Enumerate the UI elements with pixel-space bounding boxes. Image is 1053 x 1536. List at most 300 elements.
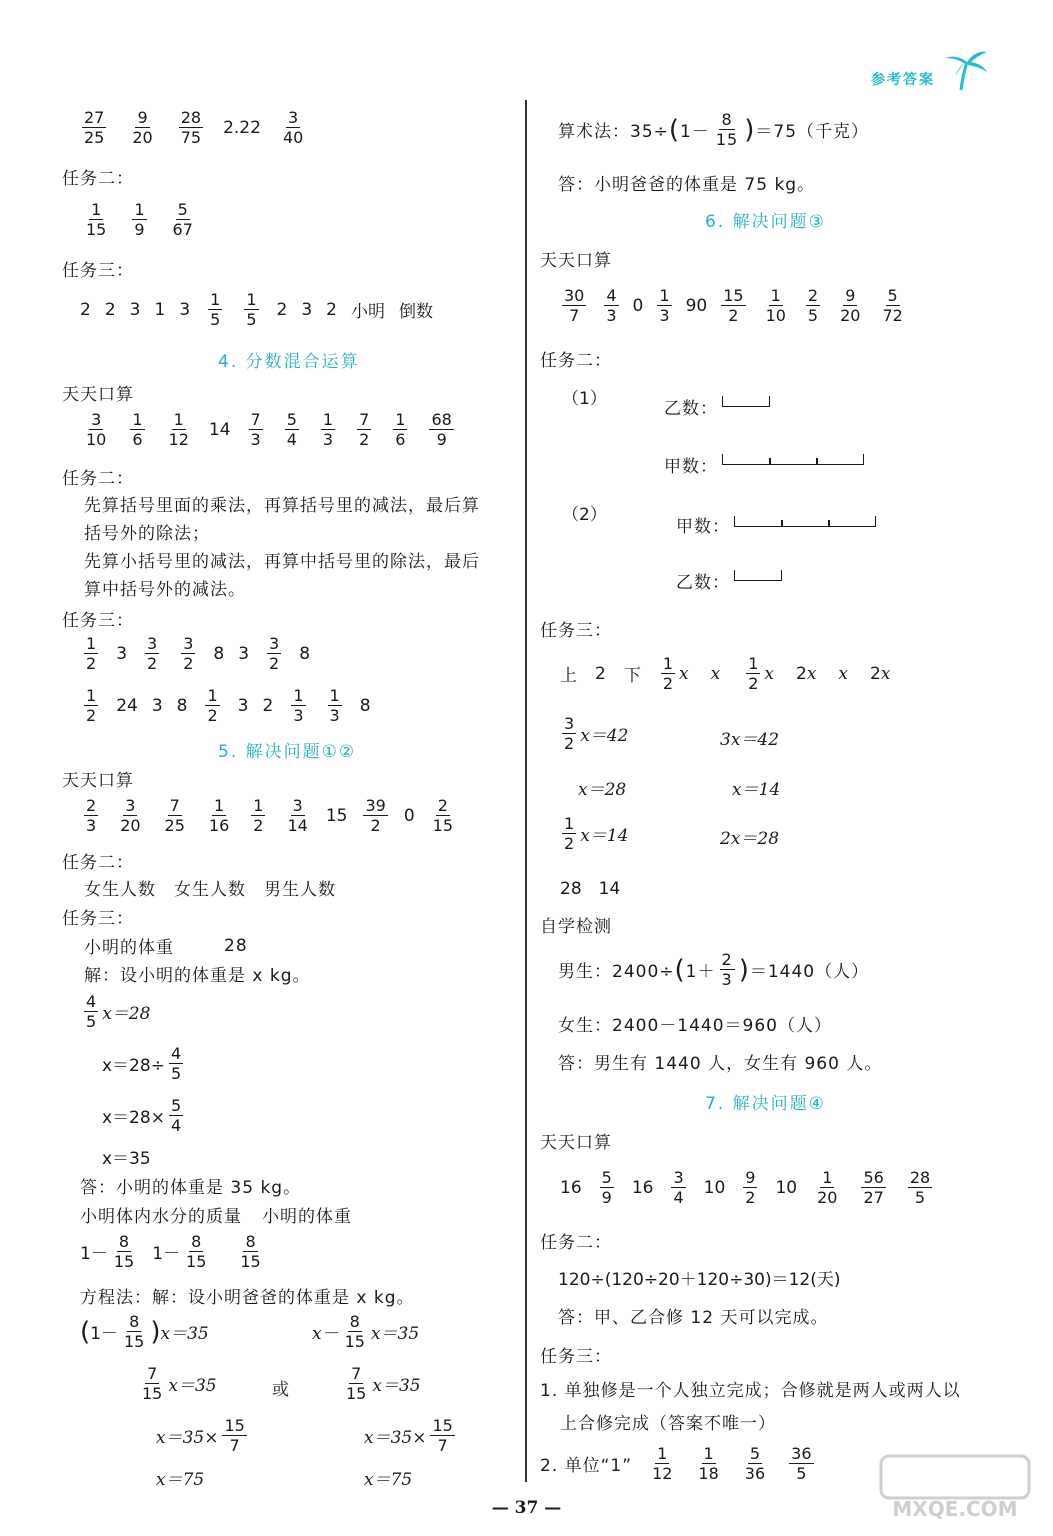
denominator: 2 bbox=[147, 654, 158, 673]
numerator: 1 bbox=[662, 654, 674, 673]
solution-line: 算术法：35÷ ( 1－ $\frac{8}{15}$ ) ＝75（千克） bbox=[558, 110, 870, 149]
fraction bbox=[167, 410, 191, 449]
fraction bbox=[600, 1168, 614, 1207]
oral-heading: 天天口算 bbox=[540, 251, 612, 271]
section-title: 4. 分数混合运算 bbox=[218, 352, 360, 372]
equation-text: x＝28× bbox=[102, 1108, 165, 1128]
fraction bbox=[746, 654, 760, 693]
fraction bbox=[112, 1232, 136, 1271]
equation-text: x＝35× bbox=[364, 1428, 427, 1448]
fraction bbox=[285, 410, 299, 449]
denominator: 20 bbox=[120, 816, 141, 835]
header-label: 参考答案 bbox=[871, 72, 935, 88]
paragraph-line: 上合修完成（答案不唯一） bbox=[560, 1414, 776, 1434]
fraction bbox=[84, 992, 98, 1031]
numerator: 27 bbox=[84, 108, 105, 127]
numerator: 36 bbox=[791, 1444, 812, 1463]
answer-item: 3 bbox=[179, 299, 191, 320]
answer-item: 倒数 bbox=[399, 302, 433, 322]
denominator: 3 bbox=[293, 706, 304, 725]
numerator: 5 bbox=[601, 1168, 612, 1187]
part-label: （1） bbox=[562, 389, 607, 409]
numerator: 1 bbox=[173, 410, 184, 429]
numerator: 1 bbox=[703, 1444, 714, 1463]
denominator: 7 bbox=[229, 1436, 240, 1455]
numerator: 1 bbox=[210, 290, 221, 309]
answer-row: 上 2 下 $\frac{1}{2}$ x x $\frac{1}{2}$ x 2 x x 2 x bbox=[560, 654, 891, 693]
numerator: 8 bbox=[129, 1312, 140, 1331]
denominator: 2 bbox=[745, 1188, 756, 1207]
answer-item: 10 bbox=[775, 1177, 798, 1198]
task-heading: 任务二： bbox=[62, 169, 134, 189]
answer-item: 3 bbox=[116, 643, 128, 664]
equation-text: ＝75（千克） bbox=[755, 122, 870, 142]
fraction bbox=[285, 796, 309, 835]
fraction bbox=[244, 290, 258, 329]
fraction bbox=[789, 1444, 813, 1483]
denominator: 2 bbox=[748, 674, 759, 693]
numerator: 5 bbox=[286, 410, 297, 429]
denominator: 12 bbox=[168, 430, 189, 449]
denominator: 5 bbox=[170, 1064, 182, 1083]
equation bbox=[364, 1416, 459, 1455]
denominator: 15 bbox=[715, 130, 739, 149]
answer-item: 8 bbox=[299, 643, 311, 664]
answer-item: 2 bbox=[262, 695, 274, 716]
segment-bar-yi bbox=[734, 570, 782, 581]
equation-text: x＝35 bbox=[168, 1376, 217, 1396]
denominator: 20 bbox=[817, 1188, 838, 1207]
fraction bbox=[671, 1168, 685, 1207]
fraction bbox=[908, 1168, 932, 1207]
numerator: 8 bbox=[245, 1232, 256, 1251]
equation bbox=[558, 714, 628, 753]
equation bbox=[312, 1312, 419, 1351]
section-title: 6. 解决问题③ bbox=[705, 212, 826, 232]
numerator: 1 bbox=[395, 410, 406, 429]
fraction bbox=[181, 634, 195, 673]
paragraph-line: 先算小括号里的减法，再算中括号里的除法，最后 bbox=[84, 552, 480, 572]
denominator: 10 bbox=[86, 430, 107, 449]
solution-line: 男生：2400÷ ( 1＋ $\frac{2}{3}$ ) ＝1440（人） bbox=[558, 950, 870, 989]
equation bbox=[340, 1364, 421, 1403]
equation-text: ＝1440（人） bbox=[749, 962, 870, 982]
denominator: 9 bbox=[134, 220, 145, 239]
denominator: 2 bbox=[253, 816, 264, 835]
denominator: 2 bbox=[86, 706, 97, 725]
denominator: 5 bbox=[86, 1012, 97, 1031]
denominator: 15 bbox=[123, 1332, 145, 1351]
denominator: 15 bbox=[142, 1384, 163, 1403]
denominator: 75 bbox=[180, 128, 202, 147]
section-title: 5. 解决问题①② bbox=[218, 742, 357, 762]
fraction bbox=[132, 200, 146, 239]
fraction bbox=[650, 1444, 674, 1483]
numerator: 1 bbox=[564, 814, 575, 833]
segment-bar-yi bbox=[722, 396, 770, 407]
answer-item: 15 bbox=[325, 805, 348, 826]
denominator: 15 bbox=[186, 1252, 207, 1271]
answer-item: 1 bbox=[154, 299, 166, 320]
fraction bbox=[363, 796, 387, 835]
label-text: 小明的体重 bbox=[262, 1207, 352, 1227]
denominator: 5 bbox=[210, 310, 221, 329]
diagram-label: 乙数： bbox=[676, 573, 730, 593]
denominator: 6 bbox=[395, 430, 406, 449]
denominator: 3 bbox=[86, 816, 97, 835]
denominator: 15 bbox=[344, 1332, 365, 1351]
answer-text: 答：小明爸爸的体重是 75 kg。 bbox=[558, 175, 816, 195]
numerator: 1 bbox=[86, 686, 97, 705]
task-heading: 任务二： bbox=[540, 351, 612, 371]
fraction bbox=[357, 410, 371, 449]
denominator: 3 bbox=[250, 430, 261, 449]
denominator: 3 bbox=[606, 306, 617, 325]
numerator: 8 bbox=[721, 110, 733, 129]
numerator: 4 bbox=[86, 992, 97, 1011]
answer-item: 16 bbox=[631, 1177, 654, 1198]
section-heading: 自学检测 bbox=[540, 917, 612, 937]
numerator: 9 bbox=[845, 286, 856, 305]
numerator: 3 bbox=[673, 1168, 684, 1187]
fraction bbox=[249, 410, 263, 449]
fraction bbox=[84, 200, 108, 239]
fraction bbox=[145, 634, 159, 673]
diagram-label: 甲数： bbox=[676, 517, 730, 537]
solution-line: 女生：2400－1440＝960（人） bbox=[558, 1016, 832, 1036]
fraction bbox=[661, 654, 675, 693]
fraction bbox=[84, 410, 108, 449]
answer-text: 答：男生有 1440 人，女生有 960 人。 bbox=[558, 1054, 883, 1074]
numerator: 7 bbox=[147, 1364, 158, 1383]
denominator: 15 bbox=[432, 816, 453, 835]
answer-item: 0 bbox=[403, 805, 415, 826]
numerator: 1 bbox=[207, 686, 218, 705]
numerator: 3 bbox=[91, 410, 102, 429]
fraction bbox=[696, 1444, 720, 1483]
numerator: 1 bbox=[293, 686, 304, 705]
denominator: 20 bbox=[840, 306, 861, 325]
fraction bbox=[806, 286, 820, 325]
answer-line bbox=[84, 933, 248, 958]
value-text: 28 bbox=[224, 935, 248, 956]
numerator: 1 bbox=[246, 290, 257, 309]
fraction bbox=[720, 950, 735, 989]
answer-item: 3 bbox=[238, 643, 250, 664]
equation bbox=[80, 992, 150, 1031]
fraction bbox=[281, 108, 305, 147]
denominator: 25 bbox=[164, 816, 185, 835]
oral-heading: 天天口算 bbox=[62, 385, 134, 405]
equation bbox=[558, 814, 628, 853]
column-divider bbox=[525, 100, 527, 1482]
fraction bbox=[84, 686, 98, 725]
numerator: 4 bbox=[606, 286, 617, 305]
task-heading: 任务二： bbox=[540, 1233, 612, 1253]
denominator: 14 bbox=[287, 816, 308, 835]
denominator: 2 bbox=[564, 734, 575, 753]
numerator: 2 bbox=[86, 796, 97, 815]
answer-line: 28 14 bbox=[560, 879, 621, 899]
task-heading: 任务三： bbox=[540, 621, 612, 641]
denominator: 18 bbox=[698, 1464, 719, 1483]
denominator: 7 bbox=[569, 306, 580, 325]
denominator: 3 bbox=[721, 970, 733, 989]
label-text: 2. 单位“1” bbox=[540, 1456, 633, 1476]
task-heading: 任务三： bbox=[62, 909, 134, 929]
oral-heading: 天天口算 bbox=[540, 1133, 612, 1153]
numerator: 1 bbox=[329, 686, 340, 705]
segment-bar-jia bbox=[722, 454, 864, 465]
denominator: 40 bbox=[282, 128, 304, 147]
fraction bbox=[344, 1364, 368, 1403]
fraction bbox=[222, 1416, 246, 1455]
fraction bbox=[321, 410, 335, 449]
answer-row bbox=[80, 796, 459, 835]
equation: x＝14 bbox=[732, 780, 781, 800]
fraction bbox=[208, 290, 222, 329]
numerator: 15 bbox=[723, 286, 744, 305]
answer-item: 14 bbox=[208, 419, 231, 440]
numerator: 8 bbox=[349, 1312, 360, 1331]
fraction bbox=[118, 796, 142, 835]
denominator: 27 bbox=[863, 1188, 884, 1207]
denominator: 2 bbox=[662, 674, 674, 693]
numerator: 3 bbox=[564, 714, 575, 733]
equation bbox=[156, 1416, 251, 1455]
denominator: 9 bbox=[436, 430, 447, 449]
fraction bbox=[604, 286, 618, 325]
numerator: 2 bbox=[437, 796, 448, 815]
numerator: 30 bbox=[564, 286, 585, 305]
fraction bbox=[163, 796, 187, 835]
denominator: 2 bbox=[207, 706, 218, 725]
denominator: 2 bbox=[728, 306, 739, 325]
equation-text: 1－ bbox=[80, 1244, 108, 1264]
equation-text: x＝35 bbox=[160, 1324, 209, 1344]
fraction bbox=[562, 714, 576, 753]
answer-row bbox=[540, 1444, 818, 1483]
fraction bbox=[84, 796, 98, 835]
answer-line: 女生人数 女生人数 男生人数 bbox=[84, 880, 336, 900]
denominator: 15 bbox=[346, 1384, 367, 1403]
numerator: 3 bbox=[288, 108, 299, 127]
diagram-label: 甲数： bbox=[664, 457, 718, 477]
answer-text: 答：小明的体重是 35 kg。 bbox=[80, 1178, 302, 1198]
task-heading: 任务二： bbox=[62, 853, 134, 873]
task-heading: 任务二： bbox=[62, 469, 134, 489]
denominator: 5 bbox=[796, 1464, 807, 1483]
answer-item: 2 bbox=[326, 299, 337, 320]
numerator: 1 bbox=[253, 796, 264, 815]
answer-item: 24 bbox=[116, 695, 138, 716]
numerator: 68 bbox=[431, 410, 452, 429]
tick-mark bbox=[781, 520, 783, 526]
numerator: 1 bbox=[822, 1168, 833, 1187]
denominator: 5 bbox=[246, 310, 257, 329]
equation: x＝75 bbox=[364, 1470, 413, 1490]
numerator: 7 bbox=[351, 1364, 362, 1383]
numerator: 1 bbox=[322, 410, 334, 429]
numerator: 15 bbox=[432, 1416, 453, 1435]
numerator: 2 bbox=[721, 950, 733, 969]
fraction bbox=[328, 686, 342, 725]
numerator: 3 bbox=[125, 796, 136, 815]
denominator: 2 bbox=[370, 816, 381, 835]
answer-item: 2.22 bbox=[223, 117, 261, 138]
answer-item: 8 bbox=[176, 695, 188, 716]
diagram-label: 乙数： bbox=[664, 399, 718, 419]
equation-text: x＝14 bbox=[580, 826, 629, 846]
fraction bbox=[122, 1312, 146, 1351]
answer-item: 8 bbox=[213, 643, 225, 664]
equation-text: x＝42 bbox=[580, 726, 629, 746]
fraction bbox=[393, 410, 407, 449]
fraction bbox=[838, 286, 862, 325]
numerator: 7 bbox=[169, 796, 180, 815]
or-word: 或 bbox=[272, 1380, 290, 1400]
numerator: 56 bbox=[863, 1168, 884, 1187]
equation: 3x＝42 bbox=[720, 730, 780, 750]
label-text: 小明的体重 bbox=[84, 938, 174, 958]
denominator: 2 bbox=[564, 834, 575, 853]
solution-line: 120÷(120÷20＋120÷30)＝12(天) bbox=[558, 1270, 841, 1290]
numerator: 9 bbox=[137, 108, 148, 127]
numerator: 3 bbox=[269, 634, 280, 653]
denominator: 5 bbox=[914, 1188, 926, 1207]
solution-line: 解：设小明的体重是 x kg。 bbox=[84, 966, 311, 986]
denominator: 12 bbox=[652, 1464, 673, 1483]
denominator: 20 bbox=[132, 128, 153, 147]
fraction bbox=[743, 1444, 767, 1483]
equation-text: 男生：2400÷ bbox=[558, 962, 675, 982]
fraction bbox=[880, 286, 904, 325]
numerator: 1 bbox=[748, 654, 759, 673]
denominator: 10 bbox=[765, 306, 786, 325]
fraction bbox=[130, 410, 144, 449]
denominator: 16 bbox=[208, 816, 230, 835]
answer-row bbox=[80, 634, 310, 673]
answer-item: 2 bbox=[276, 299, 288, 320]
equation-text: 算术法：35÷ bbox=[558, 122, 669, 142]
denominator: 25 bbox=[84, 128, 105, 147]
header bbox=[871, 48, 991, 92]
denominator: 3 bbox=[322, 430, 334, 449]
answer-item: 上 bbox=[560, 666, 577, 686]
fraction bbox=[431, 796, 455, 835]
numerator: 3 bbox=[292, 796, 303, 815]
numerator: 39 bbox=[365, 796, 386, 815]
numerator: 1 bbox=[134, 200, 145, 219]
numerator: 7 bbox=[250, 410, 261, 429]
section-title: 7. 解决问题④ bbox=[705, 1094, 826, 1114]
denominator: 4 bbox=[286, 430, 297, 449]
denominator: 72 bbox=[882, 306, 903, 325]
answer-text: 答：甲、乙合修 12 天可以完成。 bbox=[558, 1308, 829, 1328]
denominator: 15 bbox=[240, 1252, 261, 1271]
answer-row bbox=[80, 1232, 267, 1271]
answer-item: 0 bbox=[632, 295, 644, 316]
numerator: 1 bbox=[657, 1444, 668, 1463]
task-heading: 任务三： bbox=[62, 261, 134, 281]
fraction bbox=[714, 110, 740, 149]
numerator: 5 bbox=[749, 1444, 761, 1463]
fraction-group bbox=[646, 1444, 817, 1483]
fraction bbox=[82, 108, 106, 147]
numerator: 4 bbox=[170, 1044, 182, 1063]
equation bbox=[102, 1096, 187, 1135]
fraction bbox=[184, 1232, 208, 1271]
answer-item: 2 bbox=[80, 299, 91, 320]
answer-item: 下 bbox=[623, 666, 641, 686]
numerator: 8 bbox=[118, 1232, 130, 1251]
equation: x＝75 bbox=[156, 1470, 205, 1490]
equation bbox=[136, 1364, 217, 1403]
numerator: 5 bbox=[887, 286, 898, 305]
denominator: 2 bbox=[269, 654, 280, 673]
answer-item: 10 bbox=[703, 1177, 726, 1198]
fraction bbox=[169, 1096, 183, 1135]
fraction bbox=[764, 286, 788, 325]
answer-row bbox=[80, 200, 199, 239]
answer-row bbox=[80, 686, 371, 725]
answer-row bbox=[558, 286, 909, 325]
fraction bbox=[84, 634, 98, 673]
numerator: 3 bbox=[183, 634, 194, 653]
numerator: 5 bbox=[177, 200, 188, 219]
fraction bbox=[238, 1232, 262, 1271]
equation: ( 1－ $\frac{8}{15}$ ) x＝35 bbox=[80, 1312, 209, 1351]
task-heading: 任务三： bbox=[540, 1347, 612, 1367]
denominator: 9 bbox=[601, 1188, 612, 1207]
denominator: 3 bbox=[659, 306, 670, 325]
denominator: 4 bbox=[673, 1188, 684, 1207]
paragraph-line: 算中括号外的减法。 bbox=[84, 580, 246, 600]
watermark-logo bbox=[875, 1452, 1035, 1526]
fraction bbox=[721, 286, 745, 325]
numerator: 9 bbox=[745, 1168, 756, 1187]
fraction bbox=[171, 200, 195, 239]
equation-text: x－ bbox=[312, 1324, 339, 1344]
paragraph-line: 1. 单独修是一个人独立完成；合修就是两人或两人以 bbox=[540, 1381, 961, 1401]
fraction bbox=[207, 796, 231, 835]
numerator: 28 bbox=[909, 1168, 931, 1187]
numerator: 1 bbox=[86, 634, 97, 653]
fraction bbox=[140, 1364, 164, 1403]
watermark-text: MXQE.COM bbox=[892, 1497, 1018, 1521]
denominator: 15 bbox=[113, 1252, 135, 1271]
palm-tree-icon bbox=[941, 48, 991, 92]
fraction bbox=[267, 634, 281, 673]
denominator: 67 bbox=[172, 220, 193, 239]
equation bbox=[102, 1044, 187, 1083]
label-text: 小明体内水分的质量 bbox=[80, 1207, 242, 1227]
equation: x＝35 bbox=[102, 1149, 151, 1169]
equation: x＝28 bbox=[578, 780, 627, 800]
answer-item: 16 bbox=[560, 1177, 582, 1198]
numerator: 1 bbox=[770, 286, 781, 305]
equation-text: x＝35× bbox=[156, 1428, 219, 1448]
denominator: 2 bbox=[183, 654, 194, 673]
fraction bbox=[430, 1416, 454, 1455]
fraction bbox=[429, 410, 453, 449]
part-label: （2） bbox=[562, 505, 607, 525]
denominator: 6 bbox=[132, 430, 143, 449]
solution-line: 方程法：解：设小明爸爸的体重是 x kg。 bbox=[80, 1288, 415, 1308]
numerator: 2 bbox=[807, 286, 819, 305]
answer-row bbox=[560, 1168, 936, 1207]
denominator: 15 bbox=[86, 220, 107, 239]
